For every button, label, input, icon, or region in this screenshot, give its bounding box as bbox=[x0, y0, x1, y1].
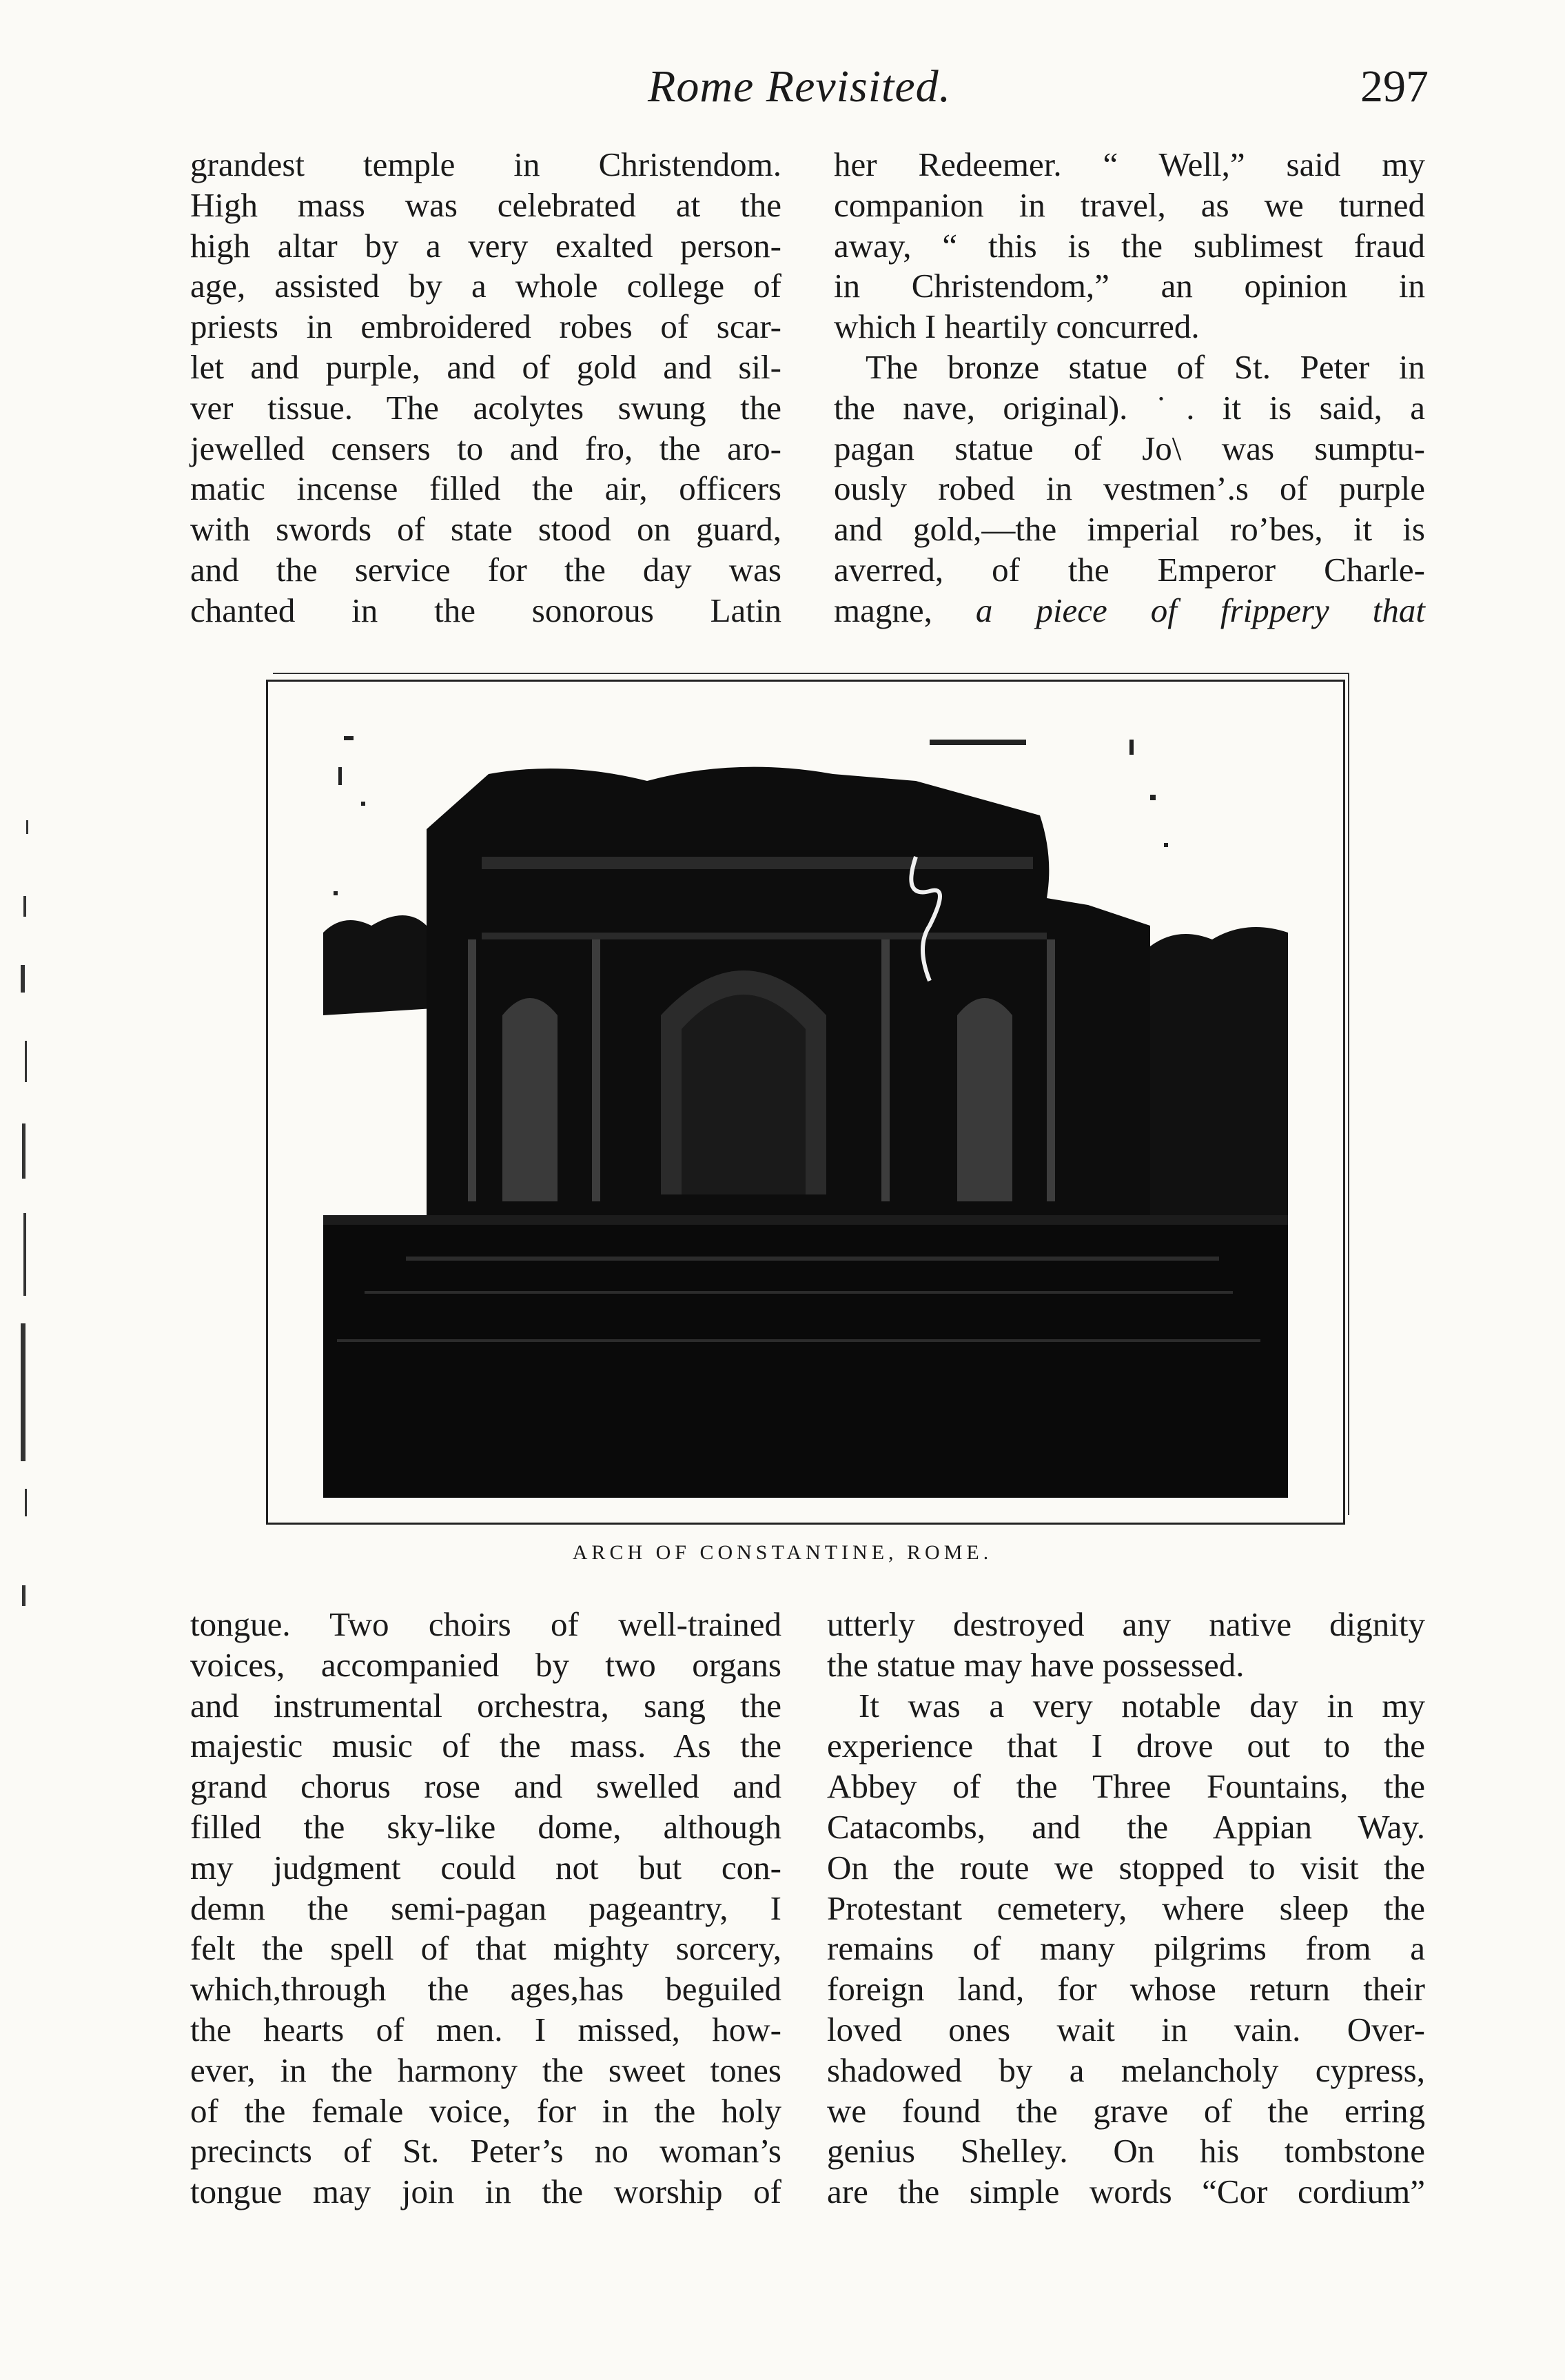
text-line: The bronze statue of St. Peter in bbox=[866, 347, 1425, 386]
text-line: Abbey of the Three Fountains, the bbox=[827, 1767, 1425, 1806]
text-line: and instrumental orchestra, sang the bbox=[190, 1686, 781, 1725]
text-line: tongue may join in the worship of bbox=[190, 2173, 781, 2211]
text-line: ver tissue. The acolytes swung the bbox=[190, 388, 781, 427]
text-line: It was a very notable day in my bbox=[859, 1686, 1425, 1725]
text-line: the nave, original). ˙. it is said, a bbox=[834, 388, 1425, 427]
text-line: averred, of the Emperor Charle- bbox=[834, 550, 1425, 589]
text-line: the hearts of men. I missed, how- bbox=[190, 2010, 781, 2048]
text-line: of the female voice, for in the holy bbox=[190, 2091, 781, 2130]
text-line: which,through the ages,has beguiled bbox=[190, 1970, 781, 2008]
text-line: priests in embroidered robes of scar- bbox=[190, 307, 781, 346]
text-line: with swords of state stood on guard, bbox=[190, 510, 781, 549]
text-line: remains of many pilgrims from a bbox=[827, 1929, 1425, 1968]
text-line: felt the spell of that mighty sorcery, bbox=[190, 1929, 781, 1968]
figure-frame bbox=[266, 680, 1345, 1525]
text-line: experience that I drove out to the bbox=[827, 1727, 1425, 1765]
text-line: chanted in the sonorous Latin bbox=[190, 591, 781, 629]
text-line: matic incense filled the air, officers bbox=[190, 469, 781, 508]
scan-margin-specks bbox=[7, 813, 34, 1709]
text-line: my judgment could not but con- bbox=[190, 1848, 781, 1886]
column-top-right bbox=[834, 145, 1425, 631]
text-line: filled the sky-like dome, although bbox=[190, 1807, 781, 1846]
text-line: Protestant cemetery, where sleep the bbox=[827, 1889, 1425, 1927]
running-header-title: Rome Revisited. bbox=[648, 61, 952, 112]
text-line: precincts of St. Peter’s no woman’s bbox=[190, 2132, 781, 2170]
column-bottom-right bbox=[827, 1605, 1425, 2213]
text-line: grandest temple in Christendom. bbox=[190, 145, 781, 183]
text-line: let and purple, and of gold and sil- bbox=[190, 347, 781, 386]
text-line: we found the grave of the erring bbox=[827, 2091, 1425, 2130]
text-line: utterly destroyed any native dignity bbox=[827, 1605, 1425, 1643]
figure-caption: ARCH OF CONSTANTINE, ROME. bbox=[572, 1541, 993, 1564]
text-line: grand chorus rose and swelled and bbox=[190, 1767, 781, 1806]
text-line: pagan statue of Jo\ was sumptu- bbox=[834, 429, 1425, 467]
text-line: Catacombs, and the Appian Way. bbox=[827, 1807, 1425, 1846]
text-line: On the route we stopped to visit the bbox=[827, 1848, 1425, 1886]
text-line-mixed bbox=[834, 591, 1425, 631]
text-line: her Redeemer. “ Well,” said my bbox=[834, 145, 1425, 183]
text-line: the statue may have possessed. bbox=[827, 1645, 1245, 1684]
text-fragment: magne, bbox=[834, 591, 932, 629]
text-line: High mass was celebrated at the bbox=[190, 185, 781, 224]
text-line: majestic music of the mass. As the bbox=[190, 1727, 781, 1765]
text-line: ously robed in vestmen’.s of purple bbox=[834, 469, 1425, 508]
text-line: in Christendom,” an opinion in bbox=[834, 267, 1425, 305]
text-line: tongue. Two choirs of well-trained bbox=[190, 1605, 781, 1643]
text-line: companion in travel, as we turned bbox=[834, 185, 1425, 224]
italic-fragment: a piece of frippery that bbox=[975, 591, 1425, 629]
text-line: loved ones wait in vain. Over- bbox=[827, 2010, 1425, 2048]
text-line: voices, accompanied by two organs bbox=[190, 1645, 781, 1684]
text-line: age, assisted by a whole college of bbox=[190, 267, 781, 305]
column-top-left bbox=[190, 145, 781, 631]
text-line: genius Shelley. On his tombstone bbox=[827, 2132, 1425, 2170]
text-line: ever, in the harmony the sweet tones bbox=[190, 2051, 781, 2089]
column-bottom-left bbox=[190, 1605, 781, 2213]
text-line: jewelled censers to and fro, the aro- bbox=[190, 429, 781, 467]
arch-of-constantine-photo bbox=[323, 719, 1288, 1498]
text-line: demn the semi-pagan pageantry, I bbox=[190, 1889, 781, 1927]
text-line: and the service for the day was bbox=[190, 550, 781, 589]
text-line: which I heartily concurred. bbox=[834, 307, 1200, 346]
text-line: shadowed by a melancholy cypress, bbox=[827, 2051, 1425, 2089]
text-line: away, “ this is the sublimest fraud bbox=[834, 226, 1425, 265]
text-line: foreign land, for whose return their bbox=[827, 1970, 1425, 2008]
text-line: high altar by a very exalted person- bbox=[190, 226, 781, 265]
page-number: 297 bbox=[1360, 61, 1429, 112]
text-line: and gold,—the imperial ro’bes, it is bbox=[834, 510, 1425, 549]
text-line: are the simple words “Cor cordium” bbox=[827, 2173, 1425, 2211]
